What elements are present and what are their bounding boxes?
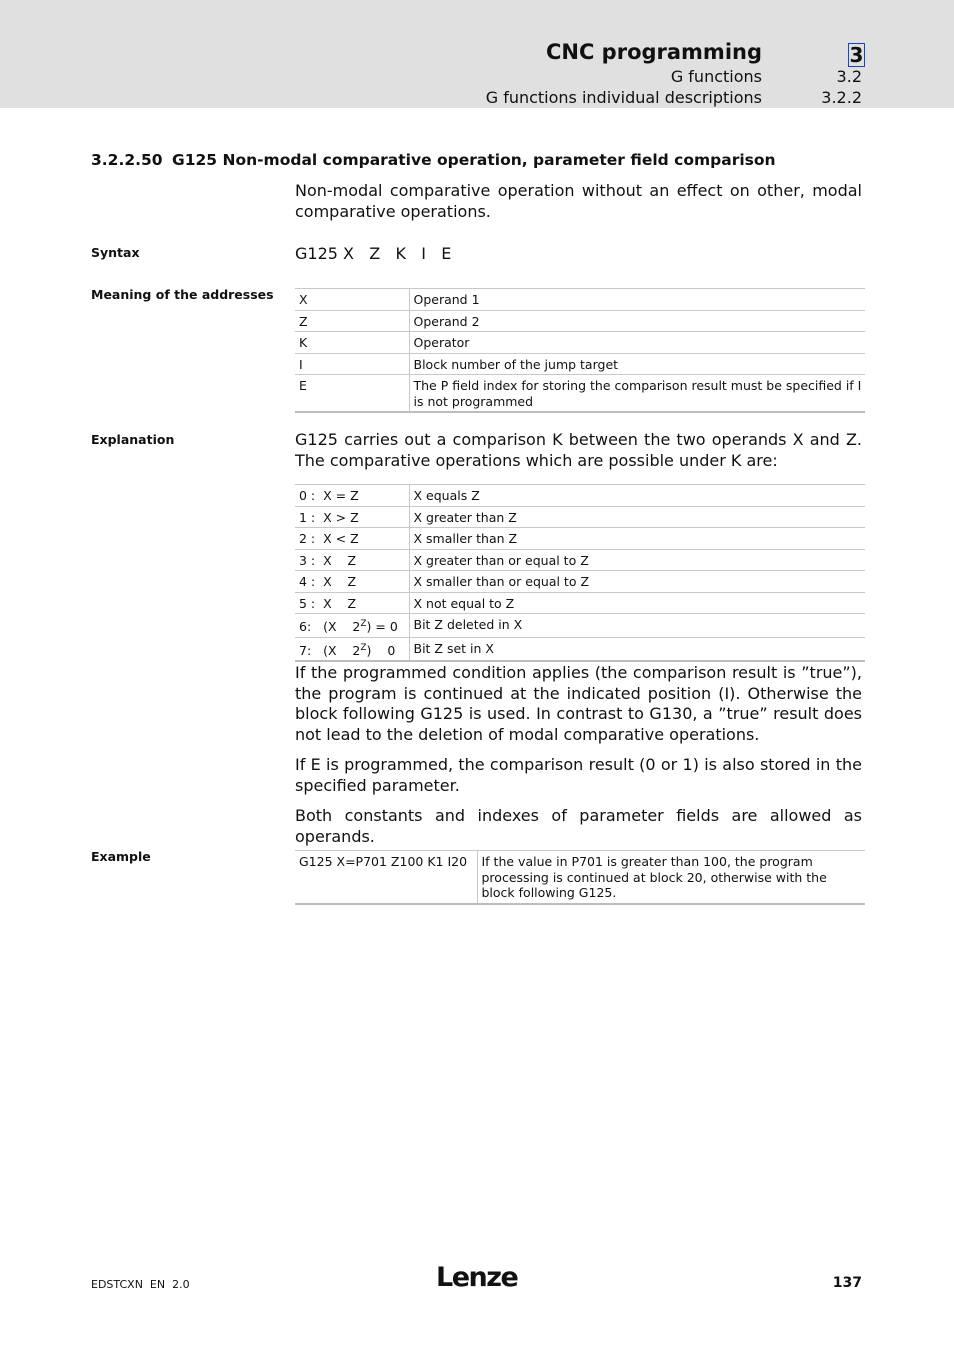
explanation-paragraph: Both constants and indexes of parameter fields are allowed as operands. [295,806,862,846]
table-row [295,375,865,413]
intro-paragraph: Non-modal comparative operation without an effect on other, modal comparative operations. [295,181,862,221]
operator-code [295,637,409,661]
page-number: 137 [832,1275,862,1291]
header-subsection: G functions [670,67,762,86]
operator-code: 3 : X Z [295,549,409,571]
operator-desc: Bit Z deleted in X [409,614,865,638]
example-desc: If the value in P701 is greater than 100, the program processing is continued at block 20, otherwise with the block following G125. [477,851,865,904]
example-code: G125 X=P701 Z100 K1 I20 [295,851,477,904]
table-row [295,571,865,593]
table-row [295,549,865,571]
lenze-logo: Lenze [436,1262,518,1293]
table-row [295,485,865,507]
explanation-label: Explanation [91,432,175,447]
chapter-number-badge[interactable]: 3 [849,43,864,67]
operator-code [295,614,409,638]
section-number: 3.2.2.50 [91,151,163,169]
section-heading [91,151,776,169]
address-desc: Operator [409,332,865,354]
section-title: G125 Non-modal comparative operation, parameter field comparison [172,151,776,169]
operator-table [295,484,865,662]
page-header-title: CNC programming [545,40,762,64]
operator-code-part: 6: (X 2 [299,619,361,635]
explanation-paragraph: If E is programmed, the comparison result (0 or 1) is also stored in the specified parameter. [295,755,862,795]
address-code: X [295,289,409,311]
header-band [0,0,954,108]
table-row [295,614,865,638]
example-table [295,850,865,905]
table-row [295,310,865,332]
operator-desc: X not equal to Z [409,592,865,614]
operator-desc: X smaller than Z [409,528,865,550]
table-row [295,506,865,528]
address-desc: The P field index for storing the comparison result must be specified if I is not programmed [409,375,865,413]
address-desc: Operand 2 [409,310,865,332]
address-code: I [295,353,409,375]
syntax-label: Syntax [91,245,140,260]
address-code: K [295,332,409,354]
table-row [295,851,865,904]
operator-code: 0 : X = Z [295,485,409,507]
operator-code: 4 : X Z [295,571,409,593]
operator-code-part: ) 0 [366,642,396,658]
operator-desc: X greater than or equal to Z [409,549,865,571]
example-label: Example [91,849,151,864]
header-subsection-number: 3.2 [836,67,862,86]
address-desc: Operand 1 [409,289,865,311]
table-row [295,528,865,550]
footer-document-id: EDSTCXN EN 2.0 [91,1278,190,1291]
header-subsubsection: G functions individual descriptions [485,88,762,107]
meaning-label: Meaning of the addresses [91,287,274,302]
syntax-line: G125 X Z K I E [295,244,452,263]
operator-desc: X equals Z [409,485,865,507]
table-row [295,289,865,311]
table-row [295,637,865,661]
table-row [295,353,865,375]
operator-code-sup: Z [360,619,367,629]
address-code: Z [295,310,409,332]
operator-code-part: 7: (X 2 [299,642,361,658]
header-subsubsection-number: 3.2.2 [821,88,862,107]
address-code: E [295,375,409,413]
address-table [295,288,865,413]
operator-desc: X greater than Z [409,506,865,528]
operator-code-sup: Z [360,642,367,653]
operator-code: 5 : X Z [295,592,409,614]
operator-desc: Bit Z set in X [409,637,865,661]
explanation-intro: G125 carries out a comparison K between the two operands X and Z. The comparative operations which are possible under K are: [295,430,862,470]
address-desc: Block number of the jump target [409,353,865,375]
table-row [295,332,865,354]
operator-code: 1 : X > Z [295,506,409,528]
table-row [295,592,865,614]
explanation-paragraph: If the programmed condition applies (the comparison result is ”true”), the program is continued at the indicated position (I). Otherwise the block following G125 is used. In contrast to G130, a ”true” result does not lead to the deletion of modal comparative operations. [295,663,862,744]
operator-code: 2 : X < Z [295,528,409,550]
operator-code-part: ) = 0 [366,619,398,635]
operator-desc: X smaller than or equal to Z [409,571,865,593]
